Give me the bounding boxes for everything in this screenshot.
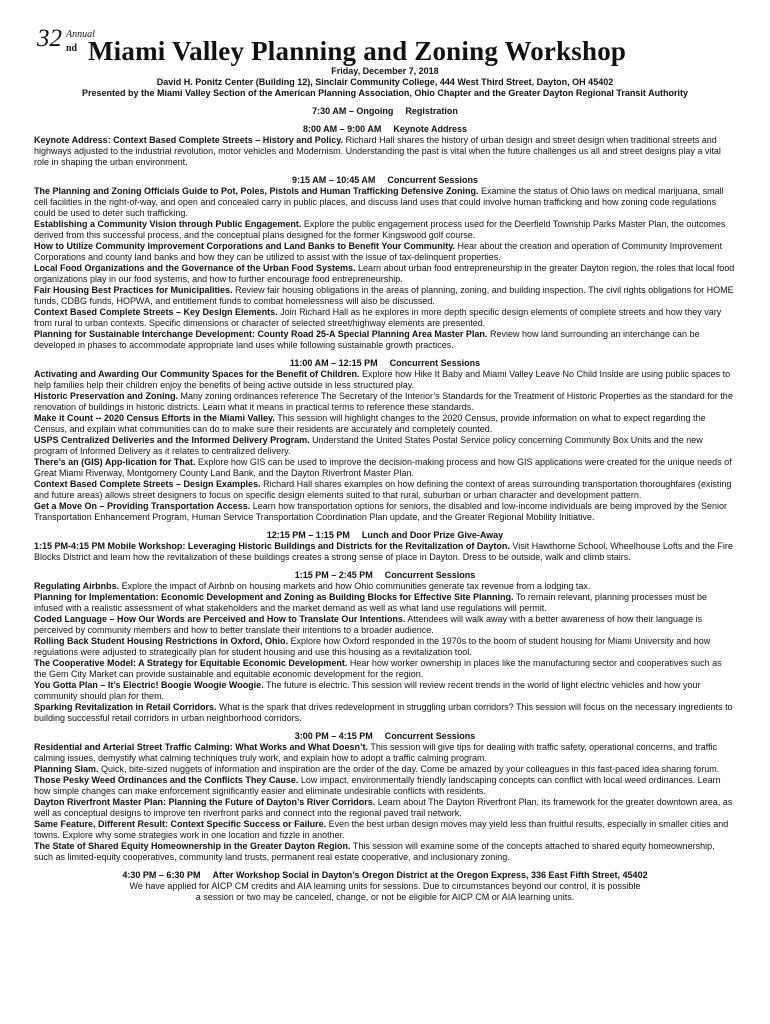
annual-label: Annual: [66, 29, 95, 40]
session-title: Rolling Back Student Housing Restrictions in Oxford, Ohio.: [34, 636, 289, 646]
session-title: Make it Count -- 2020 Census Efforts in the Miami Valley.: [34, 413, 275, 423]
social-heading: [34, 870, 736, 881]
block2-heading: [34, 358, 736, 369]
session-item: [34, 702, 736, 724]
session-desc: Visit Hawthorne School, Wheelhouse Lofts and the Fire Blocks District and learn how the revitalization of these buildings creates a strong sense of place in Dayton. Dress to be outside, walk and climb stairs.: [34, 541, 733, 562]
session-item: [34, 680, 736, 702]
block1-time: 9:15 AM – 10:45 AM: [292, 175, 376, 185]
session-title: Establishing a Community Vision through Public Engagement.: [34, 219, 302, 229]
block4-sessions: [34, 742, 736, 863]
session-desc: This session will give tips for dealing with traffic safety, operational concerns, and traffic calming issues, demystify what calming techniques truly work, and explain how to adopt a traffic calming program.: [34, 742, 718, 763]
session-title: Residential and Arterial Street Traffic Calming: What Works and What Doesn’t.: [34, 742, 369, 752]
block1-heading: [34, 175, 736, 186]
session-item: [34, 742, 736, 764]
session-item: [34, 592, 736, 614]
session-title: Regulating Airbnbs.: [34, 581, 120, 591]
mobile-workshop: [34, 541, 736, 563]
session-title: Planning for Sustainable Interchange Development: County Road 25-A Special Planning Area Master Plan.: [34, 329, 488, 339]
session-desc: Explore how GIS can be used to improve the decision-making process and how GIS applications were created for the unique needs of Great Miami Riverway, Montgomery County Land Bank, and the Dayton Riverfront Master Plan.: [34, 457, 732, 478]
block3-label: Concurrent Sessions: [384, 570, 476, 580]
block3-time: 1:15 PM – 2:45 PM: [294, 570, 373, 580]
lunch-label: Lunch and Door Prize Give-Away: [361, 530, 504, 540]
session-item: [34, 658, 736, 680]
session-desc: Quick, bite-sized nuggets of information and inspiration are the order of the day. Come be amazed by your colleagues in this fast-paced idea sharing forum.: [98, 764, 720, 774]
session-title: Same Feature, Different Result: Context Specific Success or Failure.: [34, 819, 327, 829]
session-item: [34, 329, 736, 351]
session-desc: Hear about the creation and operation of Community Improvement Corporations and county land banks and how they can be utilized to assist with the issue of tax-delinquent properties.: [34, 241, 723, 262]
session-title: Sparking Revitalization in Retail Corridors.: [34, 702, 217, 712]
session-title: Fair Housing Best Practices for Municipalities.: [34, 285, 233, 295]
session-title: The State of Shared Equity Homeownership in the Greater Dayton Region.: [34, 841, 351, 851]
session-desc: Review how land surrounding an interchange can be developed in phases to accommodate appropriate land uses while following sustainable growth practices.: [34, 329, 700, 350]
session-title: USPS Centralized Deliveries and the Informed Delivery Program.: [34, 435, 310, 445]
session-desc: Understand the United States Postal Service policy concerning Community Box Units and the new program of Informed Delivery as it relates to centralized delivery.: [34, 435, 703, 456]
session-title: The Planning and Zoning Officials Guide to Pot, Poles, Pistols and Human Trafficking Defensive Zoning.: [34, 186, 479, 196]
presented-by: Presented by the Miami Valley Section of the American Planning Association, Ohio Chapter and the Greater Dayton Regional Transit Authority: [81, 88, 689, 98]
session-title: There’s an (GIS) App-lication for That.: [34, 457, 196, 467]
session-title: Dayton Riverfront Master Plan: Planning the Future of Dayton’s River Corridors.: [34, 797, 376, 807]
session-title: Context Based Complete Streets – Key Design Elements.: [34, 307, 278, 317]
session-desc: Learn about urban food entrepreneurship in the greater Dayton region, the roles that local food organizations play in our food systems, and how to further encourage food entrepreneurship.: [34, 263, 735, 284]
session-desc: Many zoning ordinances reference The Secretary of the Interior’s Standards for the Treatment of Historic Properties as the standard for the renovation of buildings in historic districts. Learn what it means in practical terms to reference these standards.: [34, 391, 733, 412]
session-desc: Review fair housing obligations in the areas of planning, zoning, and building inspection. The civil rights obligations for HOME funds, CDBG funds, HOPWA, and entitlement funds to combat homelessness will also be discussed.: [34, 285, 734, 306]
session-item: [34, 435, 736, 457]
session-item: [34, 479, 736, 501]
block2-time: 11:00 AM – 12:15 PM: [289, 358, 378, 368]
session-item: [34, 501, 736, 523]
keynote-heading: [34, 124, 736, 135]
session-title: The Cooperative Model: A Strategy for Equitable Economic Development.: [34, 658, 348, 668]
event-date: Friday, December 7, 2018: [331, 66, 439, 76]
session-item: [34, 369, 736, 391]
block1-sessions: [34, 186, 736, 351]
session-item: [34, 219, 736, 241]
session-item: [34, 263, 736, 285]
session-title: Those Pesky Weed Ordinances and the Conflicts They Cause.: [34, 775, 299, 785]
block3-sessions: [34, 581, 736, 724]
session-title: Context Based Complete Streets – Design Examples.: [34, 479, 261, 489]
session-item: [34, 186, 736, 219]
session-desc: Join Richard Hall as he explores in more depth specific design elements of complete streets and how they vary from rural to urban contexts. Specific dimensions or character of selected street/highway elements are presented.: [34, 307, 722, 328]
session-title: 1:15 PM-4:15 PM Mobile Workshop: Leveraging Historic Buildings and Districts for the Revitalization of Dayton.: [34, 541, 510, 551]
block2-label: Concurrent Sessions: [389, 358, 481, 368]
session-title: How to Utilize Community Improvement Corporations and Land Banks to Benefit Your Community.: [34, 241, 456, 251]
session-item: [34, 764, 736, 775]
session-item: [34, 841, 736, 863]
lunch-time: 12:15 PM – 1:15 PM: [266, 530, 350, 540]
credits-note-2: a session or two may be canceled, change, or not be eligible for AICP CM or AIA learning units.: [195, 892, 575, 902]
keynote-session: [34, 135, 736, 168]
session-desc: Learn how transportation options for seniors, the disabled and low-income individuals are being improved by the Senior Transportation Enhancement Program, Human Service Transportation Coordination Plan update, and the Greater Regional Mobility Initiative.: [34, 501, 728, 522]
session-desc: Richard Hall shares the history of urban design and street design when traditional streets and highways adjusted to the industrial revolution, motor vehicles and Modernism. Understanding the past is vital when the future challenges us all and street designs play a vital role in shaping the urban environment.: [34, 135, 721, 167]
session-item: [34, 413, 736, 435]
session-title: Planning for Implementation: Economic Development and Zoning as Building Blocks for Effective Site Planning.: [34, 592, 514, 602]
session-item: [34, 457, 736, 479]
session-desc: This session will examine some of the concepts attached to shared equity homeownership, such as limited-equity cooperatives, community land trusts, permanent real estate cooperative, and inclusionary zoning.: [34, 841, 715, 862]
session-desc: To remain relevant, planning processes must be infused with a realistic assessment of what stakeholders and the market demand as well as what land use regulations will permit.: [34, 592, 708, 613]
session-item: [34, 391, 736, 413]
session-item: [34, 307, 736, 329]
session-title: Coded Language – How Our Words are Perceived and How to Translate Our Intentions.: [34, 614, 406, 624]
block4-time: 3:00 PM – 4:15 PM: [294, 731, 373, 741]
keynote-time: 8:00 AM – 9:00 AM: [302, 124, 382, 134]
session-desc: This session will highlight changes to the 2020 Census, provide information on what to expect regarding the Census, and explain what communities can do to make sure their residents are accurately and completely counted.: [34, 413, 706, 434]
session-title: You Gotta Plan – It’s Electric! Boogie Woogie Woogie.: [34, 680, 264, 690]
session-desc: Richard Hall shares examples on how defining the context of areas surrounding transportation thoroughfares (existing and future areas) allows street designers to focus on specific design elements suited to that rural, suburban or urban character and development pattern.: [34, 479, 732, 500]
session-desc: Explore how Hike It Baby and Miami Valley Leave No Child Inside are using public spaces to help families help their children enjoy the benefits of being active outside in less structured play.: [34, 369, 731, 390]
session-desc: Low impact, environmentally friendly landscaping concepts can conflict with local weed ordinances. Learn how simple changes can make enforcement significantly easier and eliminate undesirable conflicts with residents.: [34, 775, 721, 796]
block4-label: Concurrent Sessions: [384, 731, 476, 741]
registration-time: 7:30 AM – Ongoing: [312, 106, 394, 116]
credits-note-1: We have applied for AICP CM credits and AIA learning units for sessions. Due to circumstances beyond our control, it is possible: [129, 881, 641, 891]
session-desc: Explore how Oxford responded in the 1970s to the boom of student housing for Miami University and how regulations were adjusted to strategically plan for student housing and use this housing as a revitalization tool.: [34, 636, 711, 657]
event-venue: David H. Ponitz Center (Building 12), Sinclair Community College, 444 West Third Street, Dayton, OH 45402: [156, 77, 614, 87]
session-item: [34, 285, 736, 307]
session-title: Keynote Address: Context Based Complete Streets – History and Policy.: [34, 135, 344, 145]
session-desc: What is the spark that drives redevelopment in struggling urban corridors? This session will focus on the necessary ingredients to building successful retail corridors in urban neighborhood corridors.: [34, 702, 733, 723]
session-item: [34, 581, 736, 592]
session-item: [34, 797, 736, 819]
block3-heading: [34, 570, 736, 581]
session-item: [34, 819, 736, 841]
session-desc: Learn about The Dayton Riverfront Plan, its framework for the greater downtown area, as well as conceptual designs to improve ten riverfront parks and connect into the regional paved trail network.: [34, 797, 733, 818]
session-item: [34, 241, 736, 263]
keynote-label: Keynote Address: [393, 124, 468, 134]
block4-heading: [34, 731, 736, 742]
session-title: Historic Preservation and Zoning.: [34, 391, 179, 401]
page-title: Miami Valley Planning and Zoning Workshop: [88, 36, 627, 66]
registration-heading: [34, 106, 736, 117]
session-title: Planning Slam.: [34, 764, 99, 774]
session-item: [34, 775, 736, 797]
session-title: Get a Move On – Providing Transportation Access.: [34, 501, 251, 511]
edition-number: 32: [37, 25, 62, 52]
block2-sessions: [34, 369, 736, 523]
session-title: Activating and Awarding Our Community Spaces for the Benefit of Children.: [34, 369, 360, 379]
session-item: [34, 636, 736, 658]
registration-label: Registration: [405, 106, 458, 116]
session-desc: Explore the impact of Airbnb on housing markets and how Ohio communities generate tax revenue from a lodging tax.: [119, 581, 591, 591]
session-desc: Even the best urban design moves may yield less than fruitful results, especially in smaller cities and towns. Explore why some strategies work in one location and fizzle in another.: [34, 819, 729, 840]
session-desc: Explore the public engagement process used for the Deerfield Township Parks Master Plan, the outcomes derived from this successful process, and the conceptual plans designed for the former Kingswood golf course.: [34, 219, 726, 240]
header: [34, 0, 736, 66]
social-time: 4:30 PM – 6:30 PM: [122, 870, 201, 880]
block1-label: Concurrent Sessions: [387, 175, 478, 185]
session-desc: Examine the status of Ohio laws on medical marijuana, small cell facilities in the right-of-way, and open and concealed carry in public places, and discuss land uses that could involve human trafficking and how zoning code regulations could be used to deter such trafficking.: [34, 186, 724, 218]
lunch-heading: [34, 530, 736, 541]
session-desc: Hear how worker ownership in places like the manufacturing sector and cooperatives such as the Gem City Market can provide sustainable and equitable economic development for the region.: [34, 658, 722, 679]
social-label: After Workshop Social in Dayton’s Oregon District at the Oregon Express, 336 East Fifth Street, 45402: [212, 870, 648, 880]
session-desc: Attendees will walk away with a better awareness of how their language is perceived by community members and how to better translate their intentions to a broader audience.: [34, 614, 703, 635]
session-desc: The future is electric. This session will review recent trends in the world of light electric vehicles and how your community should plan for them.: [34, 680, 701, 701]
session-title: Local Food Organizations and the Governance of the Urban Food Systems.: [34, 263, 356, 273]
session-item: [34, 614, 736, 636]
edition-suffix: nd: [66, 43, 78, 54]
